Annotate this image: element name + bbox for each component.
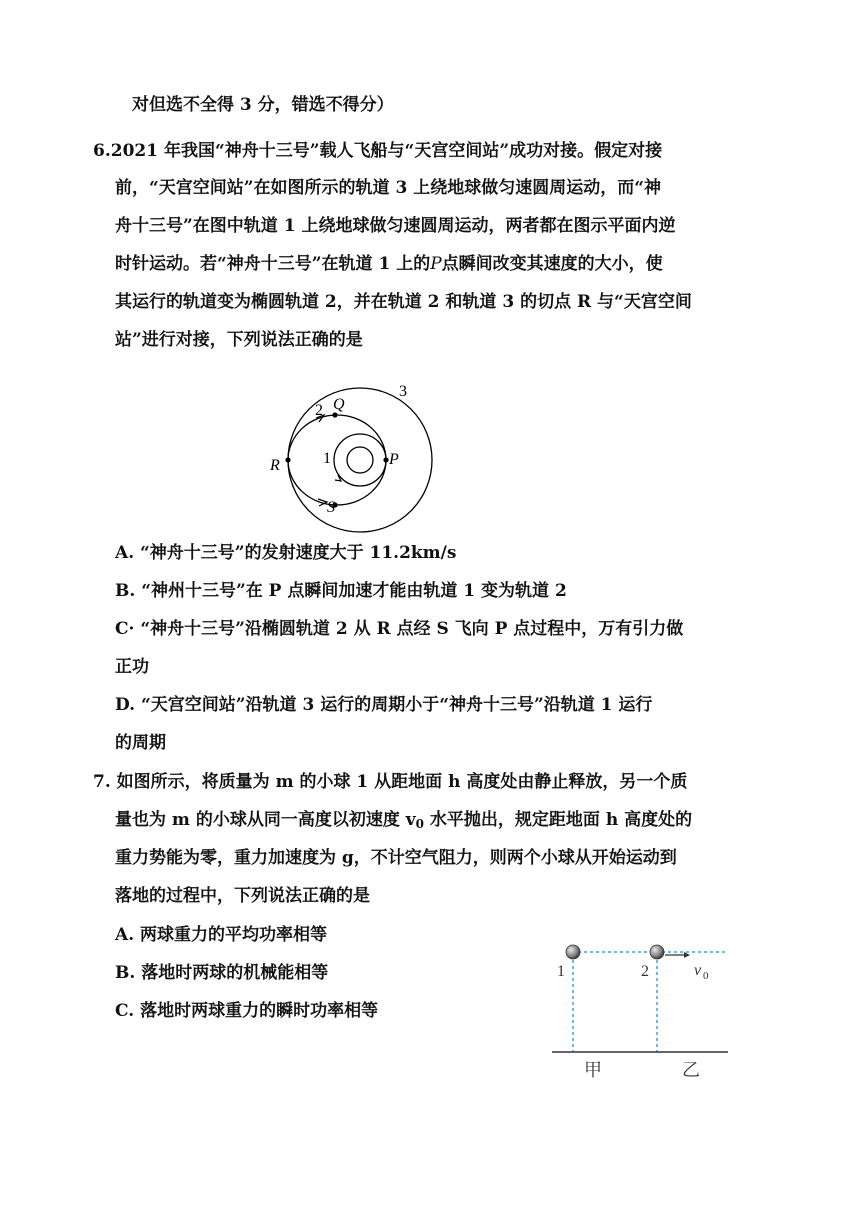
point-r-dot [285, 457, 290, 462]
ball-2 [650, 945, 664, 959]
label-ball-2: 2 [641, 963, 649, 980]
q6-option-a: A. “神舟十三号”的发射速度大于 11.2km/s [115, 543, 457, 563]
projectile-diagram [548, 938, 733, 1083]
q6-line-3: 舟十三号”在图中轨道 1 上绕地球做匀速圆周运动，两者都在图示平面内逆 [115, 216, 676, 236]
q7-line-4: 落地的过程中，下列说法正确的是 [115, 886, 370, 906]
label-q: Q [333, 396, 345, 413]
label-yi: 乙 [682, 1060, 700, 1080]
orbit-3 [288, 388, 432, 532]
q7-line-3: 重力势能为零，重力加速度为 g，不计空气阻力，则两个小球从开始运动到 [115, 848, 677, 868]
q6-line-2: 前，“天宫空间站”在如图所示的轨道 3 上绕地球做匀速圆周运动，而“神 [115, 178, 661, 198]
label-p: P [389, 451, 399, 468]
orbit-2 [288, 415, 386, 505]
q6-line-4 [115, 252, 663, 276]
q7-option-b: B. 落地时两球的机械能相等 [115, 963, 329, 983]
q7-v-sub: 0 [415, 817, 424, 831]
label-s: S [327, 499, 335, 516]
q6-line-5: 其运行的轨道变为椭圆轨道 2，并在轨道 2 和轨道 3 的切点 R 与“天宫空间 [115, 292, 692, 312]
orbit-1 [334, 434, 386, 486]
orbit-diagram [262, 378, 452, 538]
instruction-tail: 对但选不全得 3 分，错选不得分） [132, 95, 394, 115]
q7-line-2 [115, 808, 692, 836]
q6-line-6: 站”进行对接，下列说法正确的是 [115, 330, 363, 350]
ball-1 [566, 945, 580, 959]
q6-option-d-cont: 的周期 [115, 733, 166, 753]
q6-option-c: C· “神舟十三号”沿椭圆轨道 2 从 R 点经 S 飞向 P 点过程中，万有引力做 [115, 619, 684, 639]
q7-option-c: C. 落地时两球重力的瞬时功率相等 [115, 1001, 379, 1021]
q7-text-2a: 量也为 m 的小球从同一高度以初速度 v [115, 810, 416, 830]
label-orbit-1: 1 [323, 450, 331, 467]
q7-line-1 [93, 770, 687, 794]
label-r: R [270, 457, 280, 474]
q6-option-d: D. “天宫空间站”沿轨道 3 运行的周期小于“神舟十三号”沿轨道 1 运行 [115, 695, 653, 715]
q7-text-2b: 水平抛出，规定距地面 h 高度处的 [423, 810, 693, 830]
label-ball-1: 1 [557, 963, 565, 980]
q7-text-1: 如图所示，将质量为 m 的小球 1 从距地面 h 高度处由静止释放，另一个质 [116, 772, 688, 792]
point-p-dot [383, 457, 388, 462]
q6-text-1: 2021 年我国“神舟十三号”载人飞船与“天宫空间站”成功对接。假定对接 [110, 141, 663, 161]
q7-option-a: A. 两球重力的平均功率相等 [115, 925, 328, 945]
q7-number: 7. [93, 772, 111, 792]
q6-option-b: B. “神州十三号”在 P 点瞬间加速才能由轨道 1 变为轨道 2 [115, 581, 567, 601]
label-orbit-3: 3 [399, 383, 407, 400]
point-q-dot [332, 412, 337, 417]
q6-point-p: P [430, 254, 442, 274]
label-orbit-2: 2 [315, 402, 323, 419]
velocity-arrow-head [684, 952, 690, 958]
q6-option-c-cont: 正功 [115, 657, 149, 677]
q6-text-4b: 点瞬间改变其速度的大小，使 [441, 254, 663, 274]
label-v: v [694, 962, 702, 979]
label-jia: 甲 [584, 1060, 602, 1080]
label-v-sub: 0 [703, 970, 709, 982]
q6-number: 6. [93, 141, 111, 161]
q6-line-1 [93, 139, 662, 163]
earth [347, 447, 373, 473]
q6-text-4a: 时针运动。若“神舟十三号”在轨道 1 上的 [115, 254, 431, 274]
